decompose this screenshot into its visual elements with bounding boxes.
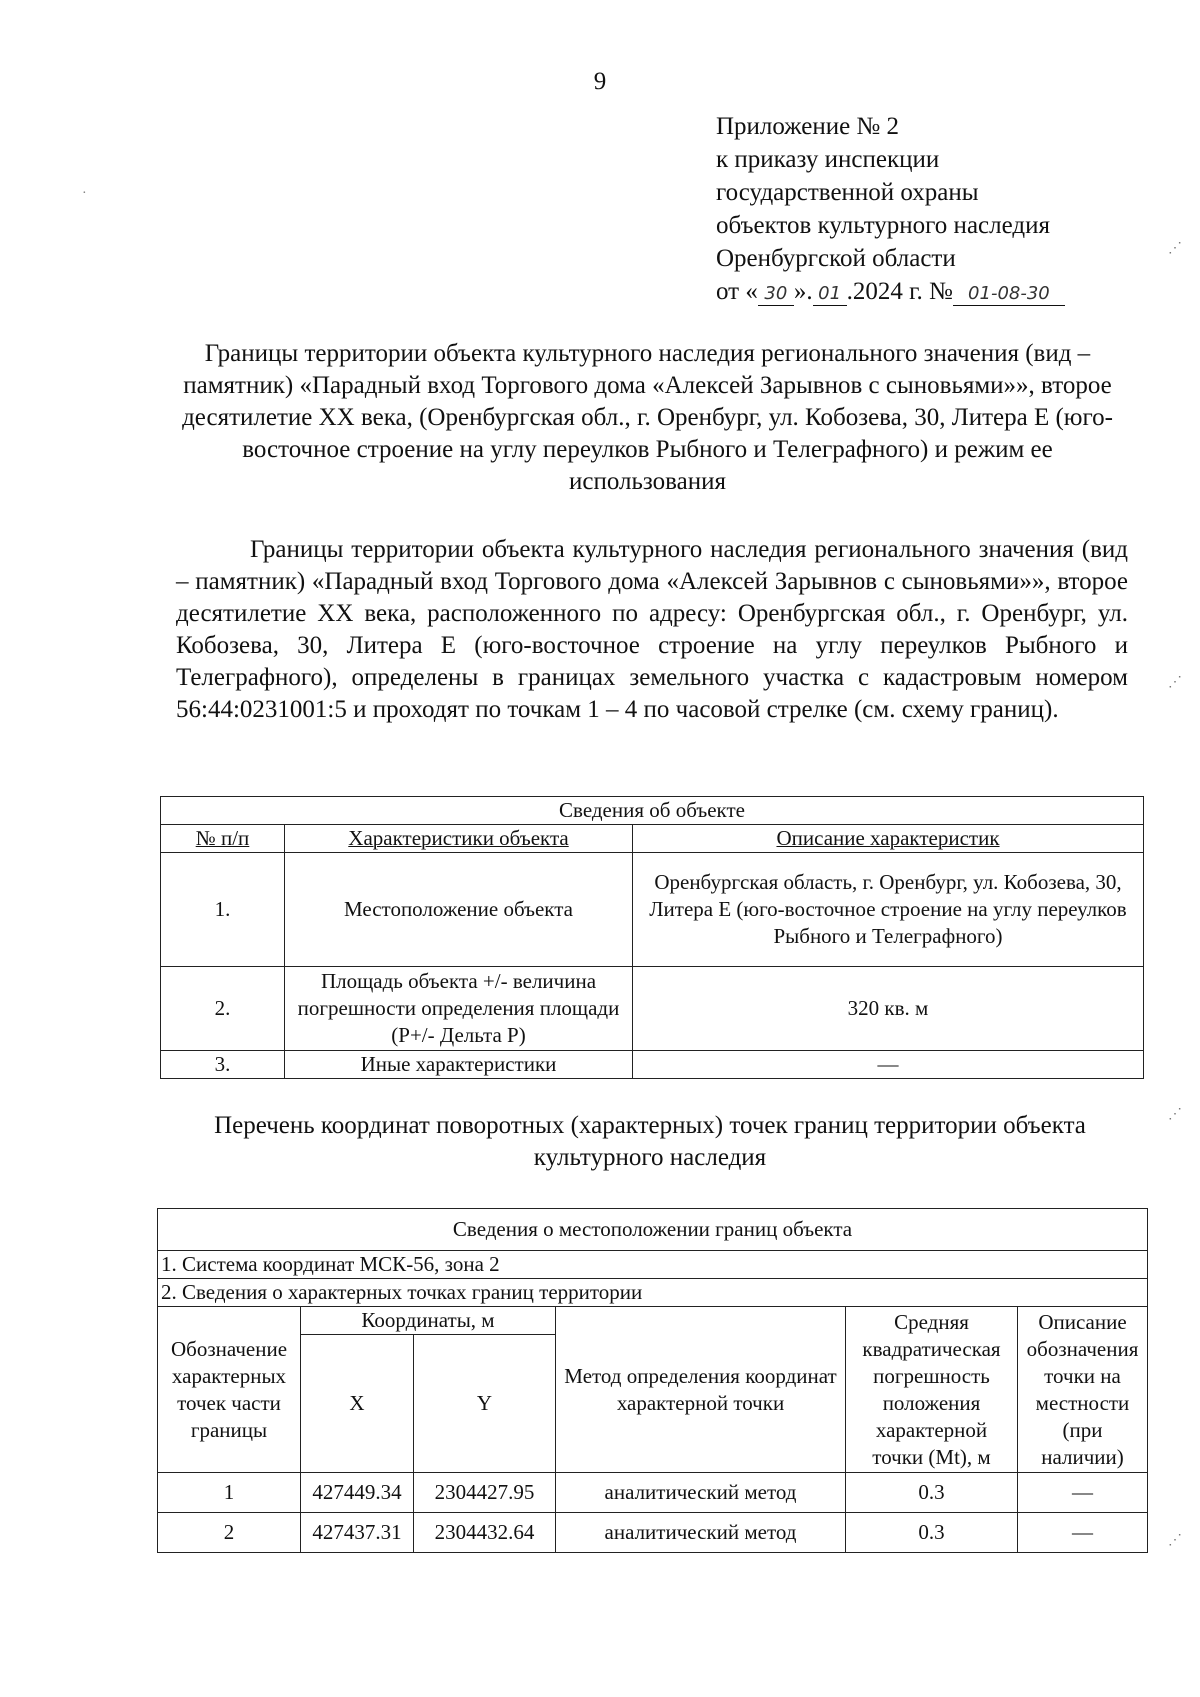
row-number: 1. [161,853,285,967]
row-characteristic: Местоположение объекта [285,853,633,967]
row-number: 3. [161,1051,285,1079]
column-header-error: Средняя квадратическая погрешность положения характерной точки (Mt), м [846,1307,1018,1473]
date-prefix: от « [716,278,758,305]
point-method: аналитический метод [556,1513,846,1553]
scan-speck: ⋰ [1168,675,1182,690]
handwritten-order-number: 01-08-30 [953,283,1065,306]
column-header-y: Y [414,1335,556,1473]
handwritten-month: 01 [813,283,847,306]
point-number: 2 [158,1513,301,1553]
intro-paragraph: Границы территории объекта культурного наследия регионального значения (вид – памятник) «Парадный вход Торгового дома «Алексей Зарывнов с сыновьями»», второе десятилетие XX века, расположенного по адресу: Оренбургская обл., г. Оренбург, ул. Кобозева, 30, Литера Е (юго-восточное строение на углу переулков Рыбного и Телеграфного), определены в границах земельного участка с кадастровым номером 56:44:0231001:5 и проходят по точкам 1 – 4 по часовой стрелке (см. схему границ). [176,536,1128,723]
scan-speck: ⋰ [1168,1533,1182,1548]
point-number: 1 [158,1473,301,1513]
table-caption: Сведения о местоположении границ объекта [158,1209,1148,1251]
appendix-line: государственной охраны [716,179,979,206]
point-y: 2304432.64 [414,1513,556,1553]
coordinates-section-title: Перечень координат поворотных (характерных) точек границ территории объекта культурного наследия [214,1112,1086,1171]
column-header: Характеристики объекта [285,825,633,853]
document-title: Границы территории объекта культурного наследия регионального значения (вид – памятник) «Парадный вход Торгового дома «Алексей Зарывнов с сыновьями»», второе десятилетие XX века, (Оренбургская обл., г. Оренбург, ул. Кобозева, 30, Литера Е (юго-восточное строение на углу переулков Рыбного и Телеграфного) и режим ее использования [182,340,1113,495]
row-number: 2. [161,967,285,1051]
point-method: аналитический метод [556,1473,846,1513]
point-error: 0.3 [846,1513,1018,1553]
appendix-line: Оренбургской области [716,245,956,272]
appendix-line: объектов культурного наследия [716,212,1050,239]
column-header-coordinates: Координаты, м [301,1307,556,1335]
point-description: — [1018,1473,1148,1513]
column-header-designation: Обозначение характерных точек части границы [158,1307,301,1473]
column-header-method: Метод определения координат характерной точки [556,1307,846,1473]
row-characteristic: Иные характеристики [285,1051,633,1079]
points-heading: 2. Сведения о характерных точках границ территории [158,1279,1148,1307]
row-description: — [633,1051,1144,1079]
coordinates-table [157,1208,1148,1553]
scan-speck: · [82,186,87,201]
column-header: № п/п [161,825,285,853]
appendix-line: Приложение № 2 [716,113,900,140]
appendix-line: к приказу инспекции [716,146,940,173]
row-description: 320 кв. м [633,967,1144,1051]
page-number: 9 [593,68,607,95]
scan-speck: ⋰ [1168,241,1182,256]
point-error: 0.3 [846,1473,1018,1513]
order-date-line [716,275,1065,308]
scan-speck: ⋰ [1168,1107,1182,1122]
appendix-block [716,110,1065,308]
date-separator: ». [793,278,813,305]
object-info-table [160,796,1144,1079]
coordinate-system: 1. Система координат МСК-56, зона 2 [158,1251,1148,1279]
column-header-description: Описание обозначения точки на местности (при наличии) [1018,1307,1148,1473]
point-x: 427449.34 [301,1473,414,1513]
row-description: Оренбургская область, г. Оренбург, ул. Кобозева, 30, Литера Е (юго-восточное строение на углу переулков Рыбного и Телеграфного) [633,853,1144,967]
column-header-x: X [301,1335,414,1473]
point-description: — [1018,1513,1148,1553]
row-characteristic: Площадь объекта +/- величина погрешности определения площади (Р+/- Дельта Р) [285,967,633,1051]
table-caption: Сведения об объекте [161,797,1144,825]
point-x: 427437.31 [301,1513,414,1553]
point-y: 2304427.95 [414,1473,556,1513]
column-header: Описание характеристик [633,825,1144,853]
date-year: .2024 г. № [846,278,953,305]
handwritten-day: 30 [758,283,794,306]
